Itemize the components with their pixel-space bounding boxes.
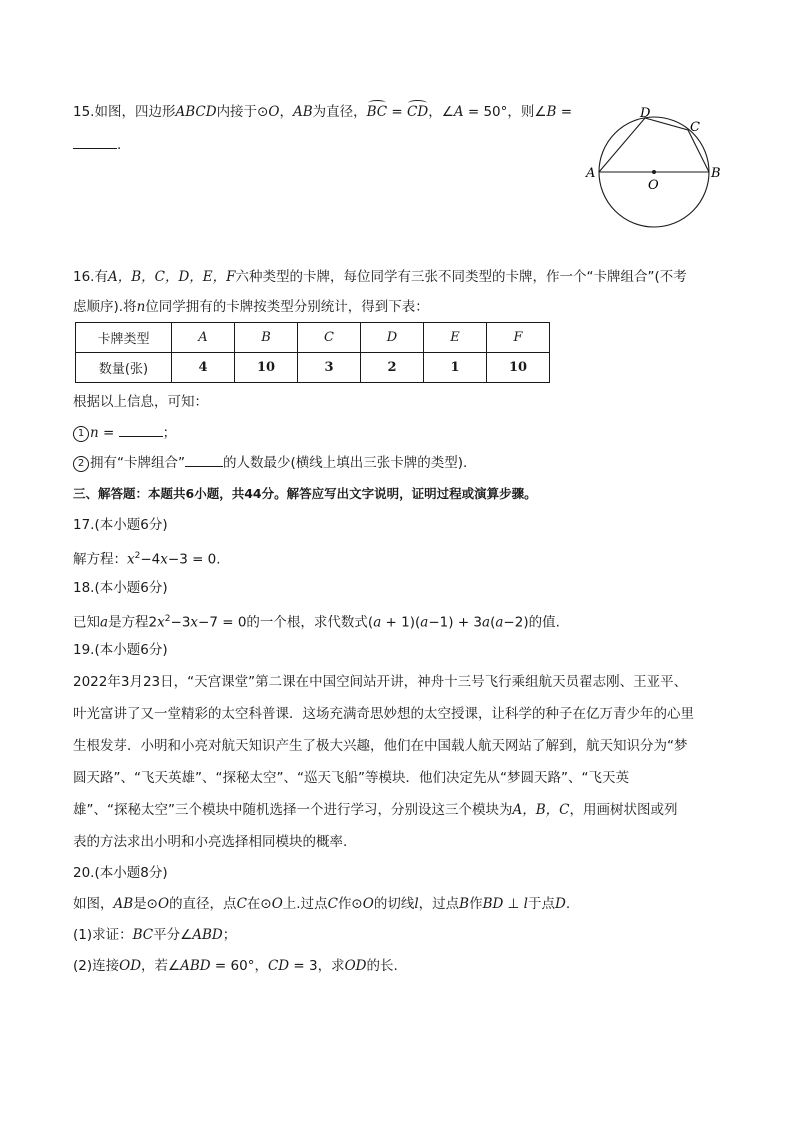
q20-part2: (2)连接OD，若∠ABD = 60°，CD = 3，求OD的长. bbox=[73, 958, 398, 974]
answer-blank-16-2[interactable] bbox=[185, 454, 223, 467]
label-a: A bbox=[586, 166, 596, 181]
q16-info: 根据以上信息，可知： bbox=[73, 394, 208, 410]
q16-sub1: 1 n = ； bbox=[73, 424, 176, 442]
answer-blank-15[interactable] bbox=[73, 136, 117, 149]
q18-header: 18.(本小题6分) bbox=[73, 580, 168, 596]
arc-bc: BC bbox=[366, 104, 388, 120]
type-cell: C bbox=[298, 323, 361, 353]
type-cell: D bbox=[361, 323, 424, 353]
q15-line1: 15.如图，四边形ABCD内接于⊙O，AB为直径，BC = CD，∠A = 50°，则∠B = bbox=[73, 104, 573, 120]
type-cell: A bbox=[172, 323, 235, 353]
q20-body: 如图，AB是⊙O的直径，点C在⊙O上.过点C作⊙O的切线l，过点B作BD ⊥ l于点D. bbox=[73, 896, 571, 912]
q19-line: 2022年3月23日，“天宫课堂”第二课在中国空间站开讲，神舟十三号飞行乘组航天员翟志刚、王亚平、 bbox=[73, 674, 688, 690]
q20-part1: (1)求证：BC平分∠ABD； bbox=[73, 927, 237, 943]
q19-line: 生根发芽．小明和小亮对航天知识产生了极大兴趣，他们在中国载人航天网站了解到，航天知识分为“梦 bbox=[73, 738, 688, 754]
circled-number: 1 bbox=[73, 426, 89, 442]
q15-figure bbox=[580, 100, 730, 235]
card-table bbox=[75, 322, 550, 383]
q19-line: 叶光富讲了又一堂精彩的太空科普课．这场充满奇思妙想的太空授课，让科学的种子在亿万青少年的心里 bbox=[73, 706, 694, 722]
q19-line: 表的方法求出小明和小亮选择相同模块的概率. bbox=[73, 834, 348, 850]
table-row bbox=[76, 353, 550, 383]
q17-body: 解方程：$x^2-4x-3 = 0$. bbox=[73, 551, 221, 568]
count-cell: 4 bbox=[172, 353, 235, 383]
count-cell: 3 bbox=[298, 353, 361, 383]
arc-cd: CD bbox=[407, 104, 429, 120]
q15-number: 15. bbox=[73, 104, 95, 120]
q19-header: 19.(本小题6分) bbox=[73, 642, 168, 658]
q20-header: 20.(本小题8分) bbox=[73, 865, 168, 881]
label-d: D bbox=[640, 106, 651, 121]
section-heading: 三、解答题：本题共6小题，共44分。解答应写出文字说明，证明过程或演算步骤。 bbox=[73, 486, 537, 501]
answer-blank-16-1[interactable] bbox=[119, 424, 163, 437]
center-point bbox=[652, 170, 656, 174]
q16-line2: 虑顺序).将n位同学拥有的卡牌按类型分别统计，得到下表： bbox=[73, 299, 429, 315]
circle-symbol: ⊙ bbox=[257, 104, 269, 120]
type-cell: B bbox=[235, 323, 298, 353]
q19-line: 雄”、“探秘太空”三个模块中随机选择一个进行学习，分别设这三个模块为A，B，C，用画树状图或列 bbox=[73, 802, 678, 818]
label-o: O bbox=[648, 178, 659, 193]
label-b: B bbox=[711, 166, 721, 181]
type-cell: E bbox=[424, 323, 487, 353]
count-cell: 2 bbox=[361, 353, 424, 383]
count-label: 数量(张) bbox=[76, 353, 172, 383]
count-cell: 10 bbox=[235, 353, 298, 383]
q16-sub2: 2 拥有“卡牌组合” 的人数最少(横线上填出三张卡牌的类型). bbox=[73, 454, 467, 472]
type-cell: F bbox=[487, 323, 550, 353]
label-c: C bbox=[690, 120, 700, 135]
count-cell: 1 bbox=[424, 353, 487, 383]
table-row bbox=[76, 323, 550, 353]
q18-body: 已知a是方程$2x^2-3x-7 = 0$的一个根，求代数式(a + 1)(a−1) + 3a(a−2)的值. bbox=[73, 614, 560, 631]
q16-line1: 16.有A，B，C，D，E，F六种类型的卡牌，每位同学有三张不同类型的卡牌，作一个“卡牌组合”(不考 bbox=[73, 269, 687, 285]
header-label: 卡牌类型 bbox=[76, 323, 172, 353]
count-cell: 10 bbox=[487, 353, 550, 383]
q17-header: 17.(本小题6分) bbox=[73, 517, 168, 533]
q15-line2: . bbox=[73, 136, 121, 154]
circled-number: 2 bbox=[73, 456, 89, 472]
q19-line: 圆天路”、“飞天英雄”、“探秘太空”、“巡天飞船”等模块．他们决定先从“梦圆天路”、“飞天英 bbox=[73, 770, 629, 786]
